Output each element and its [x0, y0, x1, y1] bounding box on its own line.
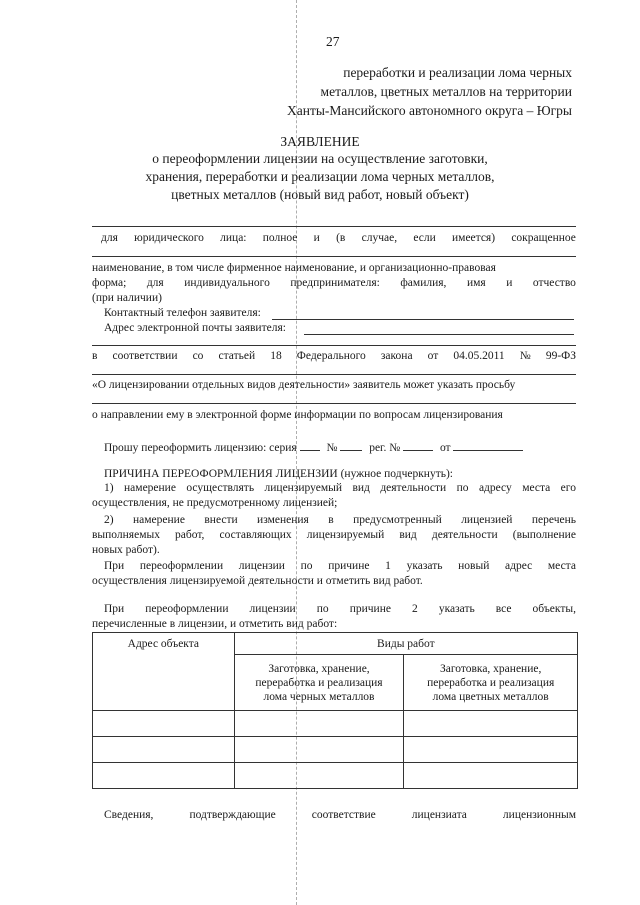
contact-phone-field[interactable]	[272, 319, 574, 320]
email-label: Адрес электронной почты заявителя:	[104, 322, 286, 334]
reason-1-instruction: При переоформлении лицензии по причине 1 указать новый адрес места	[104, 560, 576, 572]
table-row	[93, 711, 578, 737]
table-row	[93, 737, 578, 763]
applicant-name-field-2[interactable]	[92, 256, 576, 257]
table-row	[93, 763, 578, 789]
header-line-2: металлов, цветных металлов на территории	[320, 84, 572, 99]
name-note-line-3: (при наличии)	[92, 292, 162, 304]
reason-2: 2) намерение внести изменения в предусмотренный лицензией перечень	[104, 514, 576, 526]
name-note-line-2: форма; для индивидуального предпринимателя: фамилия, имя и отчество	[92, 277, 576, 289]
header-line-1: переработки и реализации лома черных	[343, 65, 572, 80]
law-line-1: в соответствии со статьей 18 Федерального закона от 04.05.2011 № 99-ФЗ	[92, 350, 576, 362]
series-field[interactable]	[300, 440, 320, 451]
page-number: 27	[326, 34, 340, 49]
blank-line-1[interactable]	[92, 345, 576, 346]
header-line-3: Ханты-Мансийского автономного округа – Югры	[287, 103, 572, 118]
license-request-line: Прошу переоформить лицензию: серия № рег. № от	[104, 440, 523, 455]
reason-1-line-2: осуществления, не предусмотренному лицензией;	[92, 497, 338, 509]
subtitle-line-3: цветных металлов (новый вид работ, новый объект)	[171, 187, 469, 202]
col-header-address: Адрес объекта	[93, 633, 235, 711]
law-line-3: о направлении ему в электронной форме информации по вопросам лицензирования	[92, 409, 503, 421]
reason-2-line-2: выполняемых работ, составляющих лицензируемый вид деятельности (выполнение	[92, 529, 576, 541]
reason-2-instruction-line-2: перечисленные в лицензии, и отметить вид работ:	[92, 618, 338, 630]
reason-1: 1) намерение осуществлять лицензируемый вид деятельности по адресу места его	[104, 482, 576, 494]
email-field[interactable]	[304, 334, 574, 335]
document-title: ЗАЯВЛЕНИЕ	[280, 134, 360, 149]
date-field[interactable]	[453, 440, 523, 451]
nonferrous-cell[interactable]	[404, 711, 578, 737]
footer-line: Сведения, подтверждающие соответствие лицензиата лицензионным	[104, 809, 576, 821]
reason-2-instruction: При переоформлении лицензии по причине 2 указать все объекты,	[104, 603, 576, 615]
col-header-ferrous: Заготовка, хранение, переработка и реализация лома черных металлов	[234, 655, 404, 711]
address-cell[interactable]	[93, 763, 235, 789]
blank-line-2[interactable]	[92, 374, 576, 375]
col-header-types: Виды работ	[234, 633, 577, 655]
blank-line-3[interactable]	[92, 403, 576, 404]
number-field[interactable]	[340, 440, 362, 451]
nonferrous-cell[interactable]	[404, 737, 578, 763]
subtitle-line-1: о переоформлении лицензии на осуществление заготовки,	[152, 151, 488, 166]
reason-2-line-3: новых работ).	[92, 544, 160, 556]
reg-number-field[interactable]	[403, 440, 433, 451]
nonferrous-cell[interactable]	[404, 763, 578, 789]
reason-1-instruction-line-2: осуществления лицензируемой деятельности и отметить вид работ.	[92, 575, 423, 587]
address-cell[interactable]	[93, 711, 235, 737]
contact-phone-label: Контактный телефон заявителя:	[104, 307, 261, 319]
ferrous-cell[interactable]	[234, 737, 404, 763]
law-line-2: «О лицензировании отдельных видов деятельности» заявитель может указать просьбу	[92, 379, 516, 391]
name-note-line-1: наименование, в том числе фирменное наименование, и организационно-правовая	[92, 262, 496, 274]
address-cell[interactable]	[93, 737, 235, 763]
col-header-nonferrous: Заготовка, хранение, переработка и реализация лома цветных металлов	[404, 655, 578, 711]
ferrous-cell[interactable]	[234, 711, 404, 737]
subtitle-line-2: хранения, переработки и реализации лома черных металлов,	[145, 169, 495, 184]
applicant-name-field[interactable]	[92, 226, 576, 227]
ferrous-cell[interactable]	[234, 763, 404, 789]
objects-table	[92, 632, 578, 789]
reason-heading: ПРИЧИНА ПЕРЕОФОРМЛЕНИЯ ЛИЦЕНЗИИ (нужное подчеркнуть):	[104, 468, 453, 480]
legal-entity-note: для юридического лица: полное и (в случае, если имеется) сокращенное	[101, 232, 576, 244]
